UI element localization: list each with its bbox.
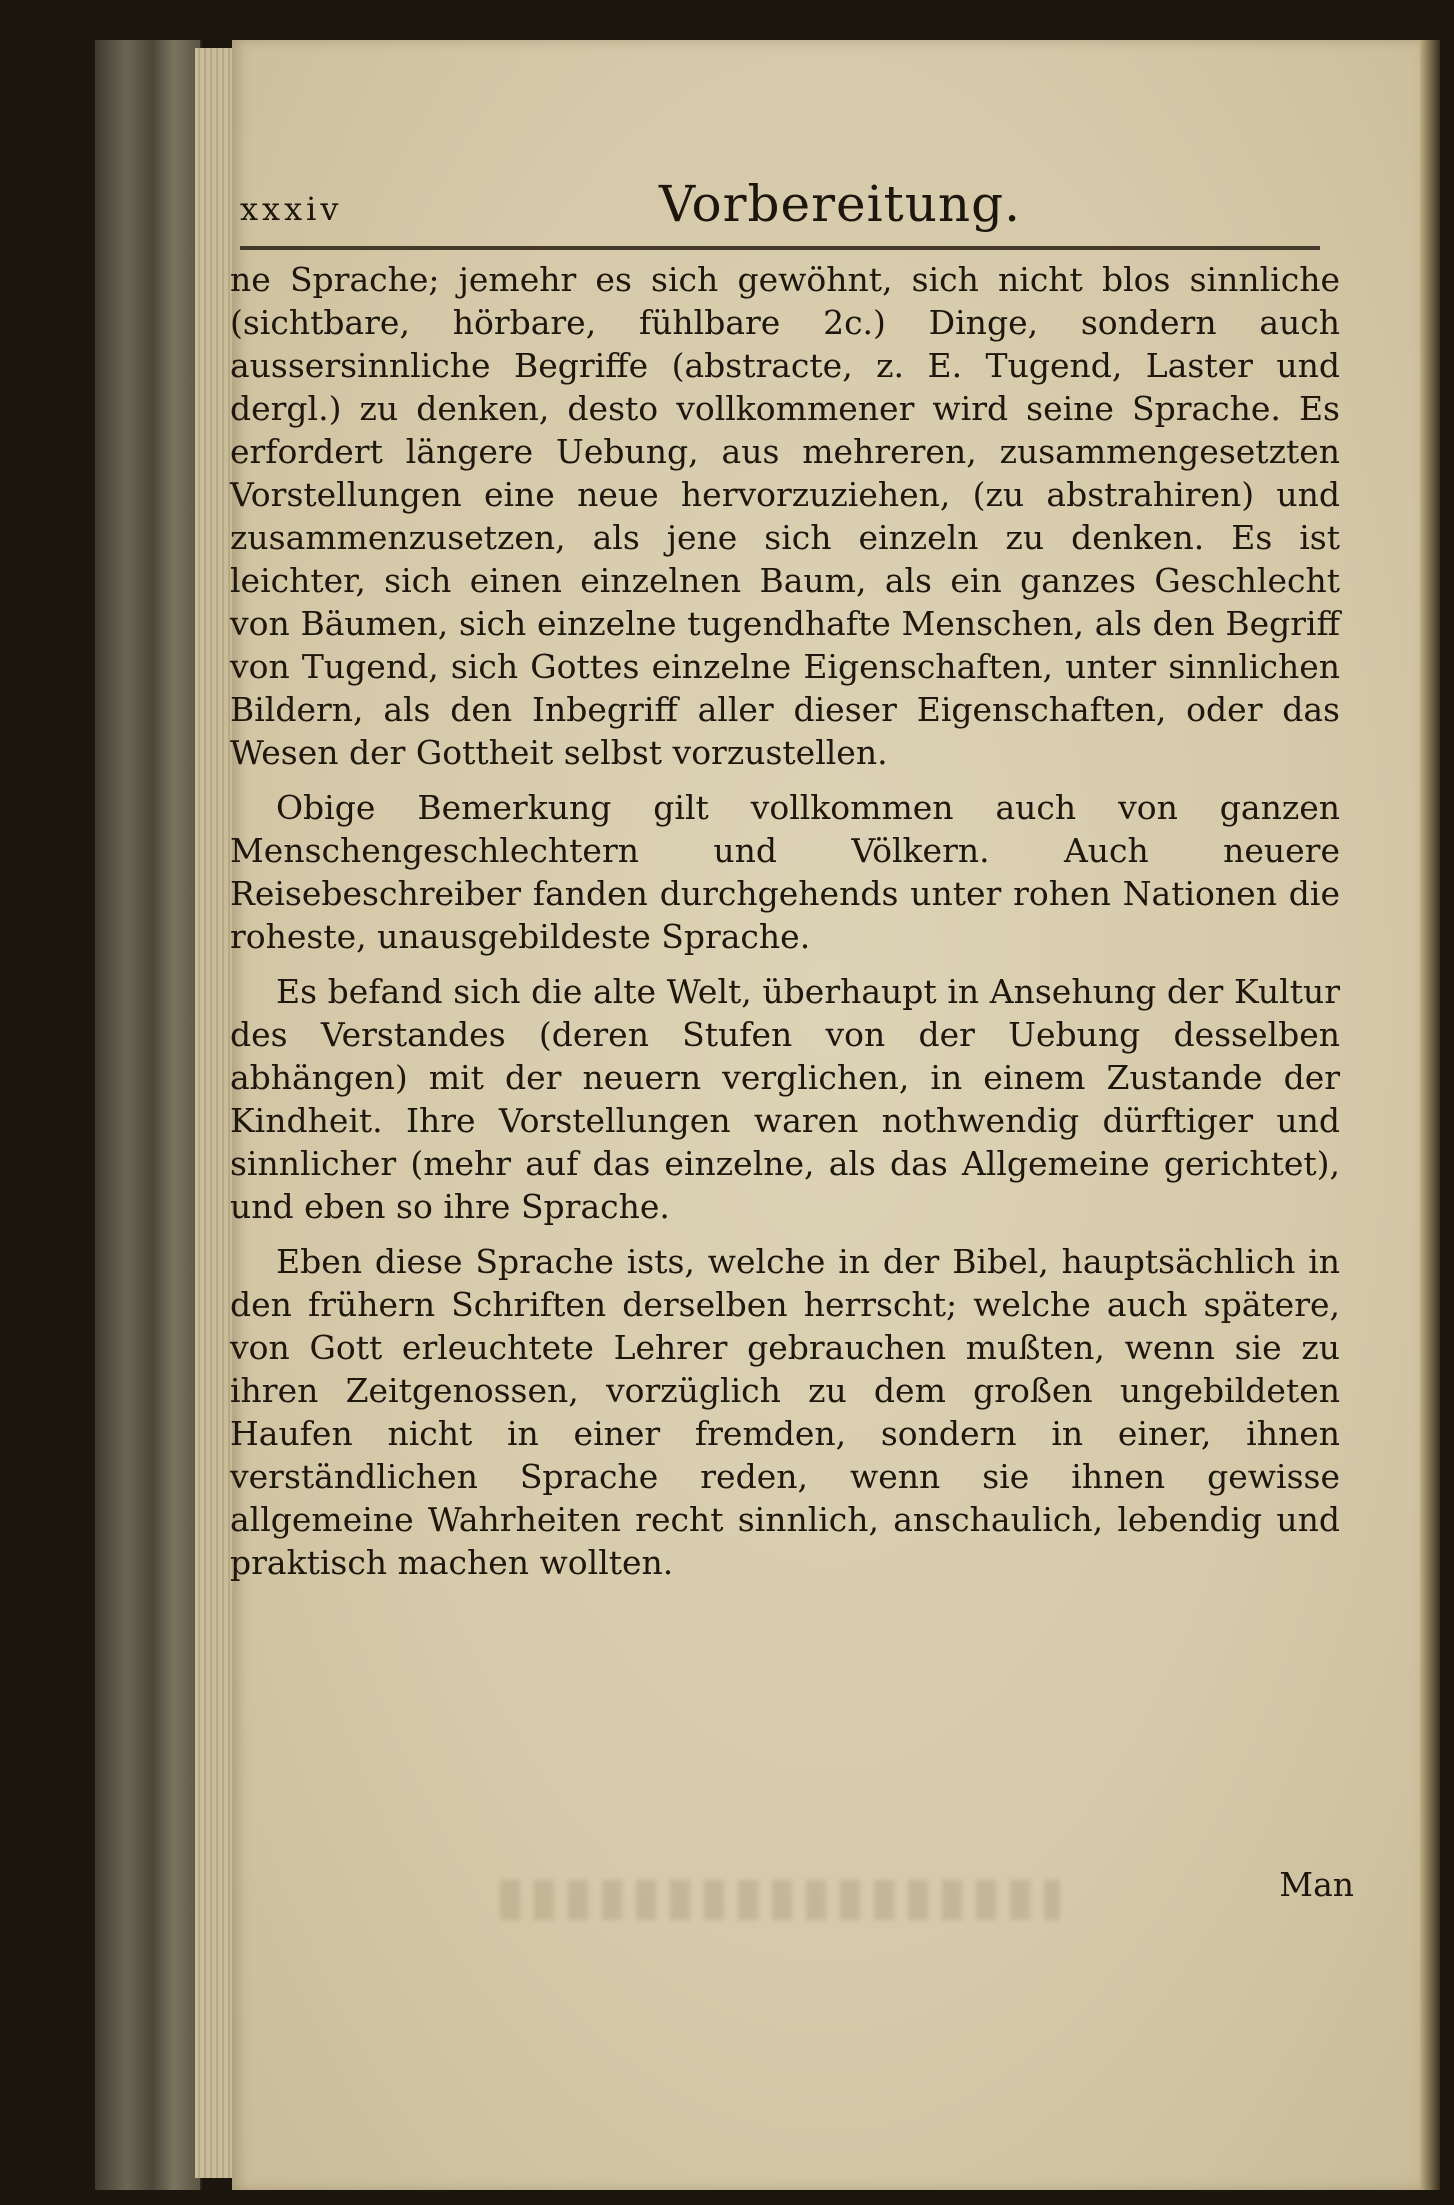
body-text: [230, 258, 1340, 1596]
paragraph: ne Sprache; jemehr es sich gewöhnt, sich nicht blos sinnliche (sichtbare, hörbare, fühlbare 2c.) Dinge, sondern auch aussersinnliche Begriffe (abstracte, z. E. Tugend, Laster und dergl.) zu denken, desto vollkommener wird seine Sprache. Es erfordert längere Uebung, aus mehreren, zusammengesetzten Vorstellungen eine neue hervorzuziehen, (zu abstrahiren) und zusammenzusetzen, als jene sich einzeln zu denken. Es ist leichter, sich einen einzelnen Baum, als ein ganzes Geschlecht von Bäumen, sich einzelne tugendhafte Menschen, als den Begriff von Tugend, sich Gottes einzelne Eigenschaften, unter sinnlichen Bildern, als den Inbegriff aller dieser Eigenschaften, oder das Wesen der Gottheit selbst vorzustellen.: [230, 260, 1340, 772]
ink-bleed-through: [500, 1880, 1060, 1920]
header-rule: [240, 246, 1320, 250]
paragraph: Obige Bemerkung gilt vollkommen auch von ganzen Menschengeschlechtern und Völkern. Auch neuere Reisebeschreiber fanden durchgehends unter rohen Nationen die roheste, unausgebildeste Sprache.: [230, 788, 1340, 956]
page-edges: [195, 48, 235, 2178]
gutter-shadow: [1420, 40, 1440, 2190]
running-title: Vorbereitung.: [659, 175, 1021, 233]
paragraph: Es befand sich die alte Welt, überhaupt in Ansehung der Kultur des Verstandes (deren Stufen von der Uebung desselben abhängen) mit der neuern verglichen, in einem Zustande der Kindheit. Ihre Vorstellungen waren nothwendig dürftiger und sinnlicher (mehr auf das einzelne, als das Allgemeine gerichtet), und eben so ihre Sprache.: [230, 972, 1340, 1226]
catchword: Man: [1279, 1865, 1354, 1904]
page-header: [240, 140, 1320, 250]
page-number: xxxiv: [240, 190, 343, 228]
paragraph: Eben diese Sprache ists, welche in der Bibel, hauptsächlich in den frühern Schriften derselben herrscht; welche auch spätere, von Gott erleuchtete Lehrer gebrauchen mußten, wenn sie zu ihren Zeitgenossen, vorzüglich zu dem großen ungebildeten Haufen nicht in einer fremden, sondern in einer, ihnen verständlichen Sprache reden, wenn sie ihnen gewisse allgemeine Wahrheiten recht sinnlich, anschaulich, lebendig und praktisch machen wollten.: [230, 1242, 1340, 1582]
book-spine: [95, 40, 202, 2190]
